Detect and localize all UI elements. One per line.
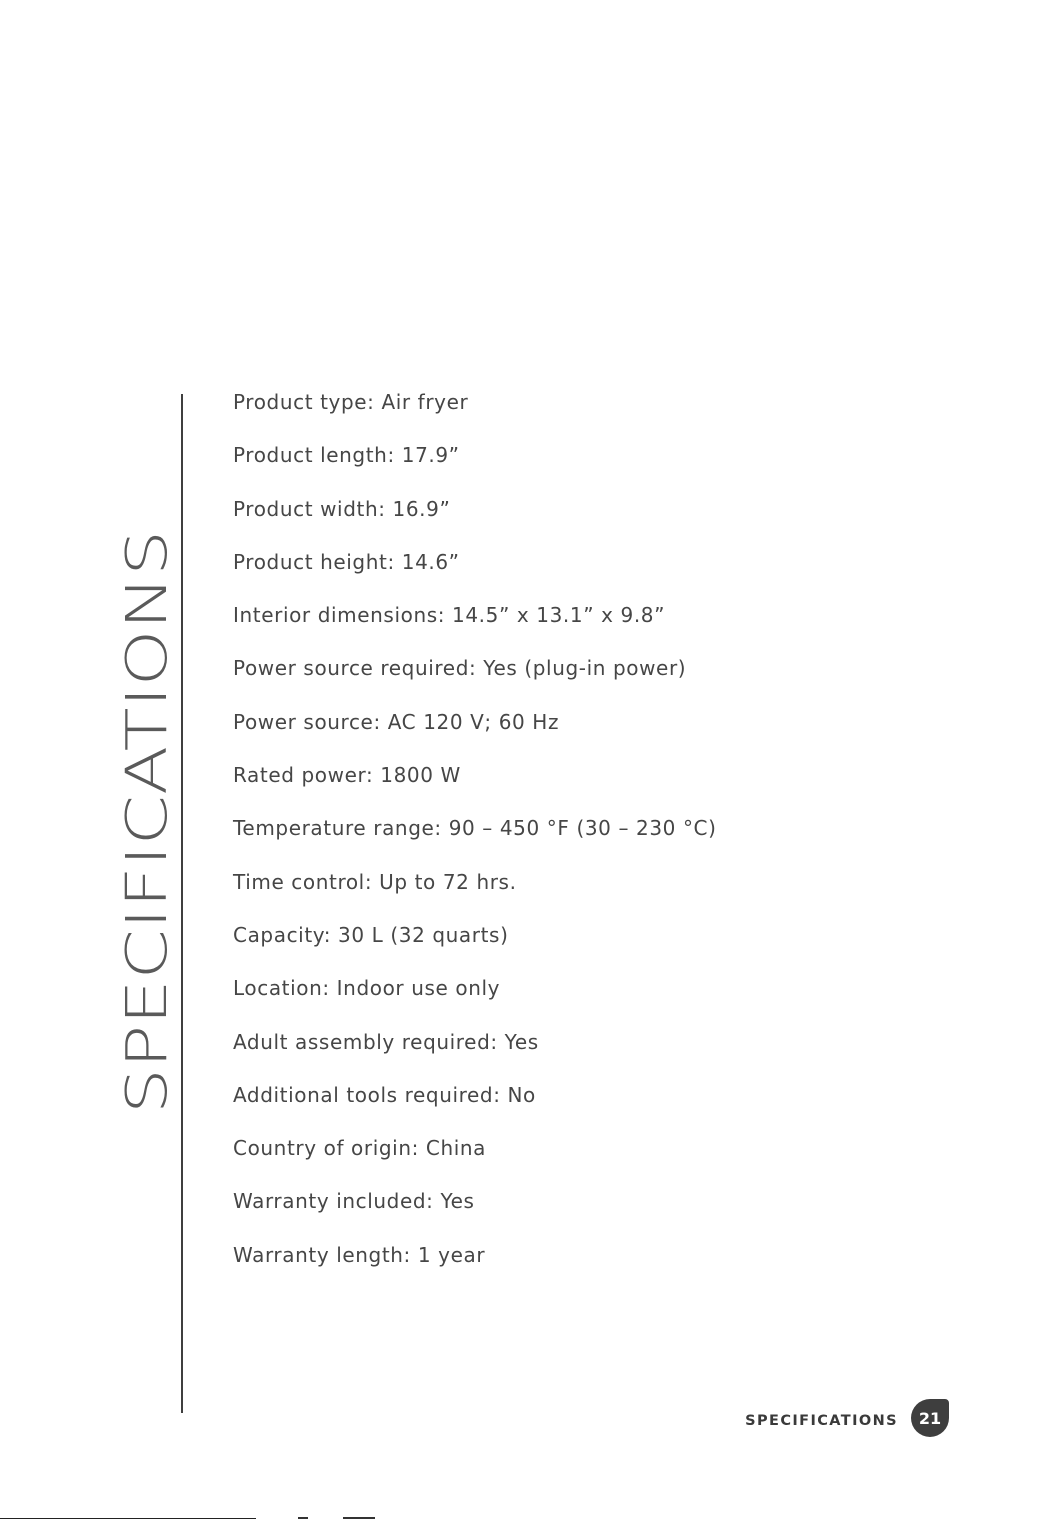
spec-product-type: Product type: Air fryer xyxy=(233,390,469,414)
spec-time-control: Time control: Up to 72 hrs. xyxy=(233,869,517,894)
bottom-rule xyxy=(0,1518,256,1519)
page-footer xyxy=(745,1398,949,1438)
page-number-badge xyxy=(911,1399,949,1437)
spec-location: Location: Indoor use only xyxy=(233,976,501,1001)
bottom-mark-left xyxy=(298,1517,308,1519)
spec-rated-power: Rated power: 1800 W xyxy=(233,763,461,788)
spec-power-source-required: Power source required: Yes (plug-in power) xyxy=(233,656,687,681)
bottom-mark-right xyxy=(343,1517,375,1519)
spec-additional-tools: Additional tools required: No xyxy=(233,1082,536,1107)
vertical-title-svg xyxy=(115,659,180,1407)
vertical-section-title xyxy=(115,659,180,1407)
spec-country-of-origin: Country of origin: China xyxy=(233,1136,487,1161)
spec-warranty-included: Warranty included: Yes xyxy=(233,1189,475,1214)
vertical-divider xyxy=(181,394,183,1413)
spec-interior-dimensions: Interior dimensions: 14.5” x 13.1” x 9.8” xyxy=(233,603,666,628)
vertical-title-text: SPECIFICATIONS xyxy=(115,659,180,1114)
spec-product-height: Product height: 14.6” xyxy=(233,549,460,574)
spec-list xyxy=(233,376,717,1282)
spec-temperature-range: Temperature range: 90 – 450 °F (30 – 230 °C) xyxy=(233,816,717,841)
footer-section-label: SPECIFICATIONS xyxy=(745,1412,898,1429)
spec-product-length: Product length: 17.9” xyxy=(233,443,460,468)
page-number: 21 xyxy=(918,1408,942,1428)
spec-warranty-length: Warranty length: 1 year xyxy=(233,1242,486,1267)
spec-capacity: Capacity: 30 L (32 quarts) xyxy=(233,922,509,947)
spec-adult-assembly: Adult assembly required: Yes xyxy=(233,1029,539,1054)
spec-product-width: Product width: 16.9” xyxy=(233,496,451,521)
spec-power-source: Power source: AC 120 V; 60 Hz xyxy=(233,709,560,734)
